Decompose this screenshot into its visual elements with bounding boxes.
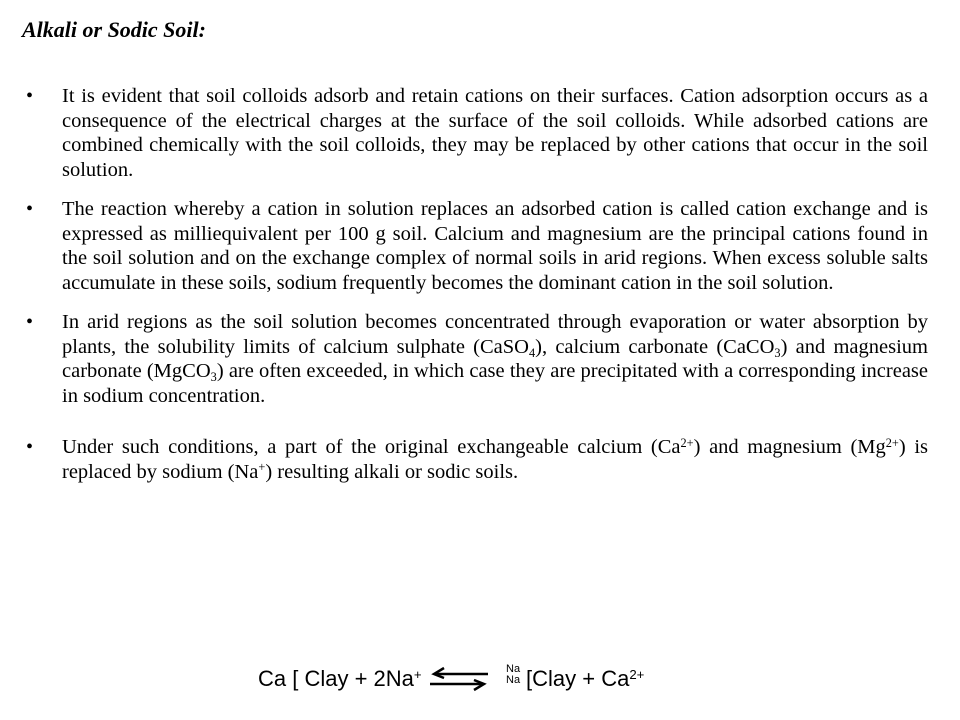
bullet-text: The reaction whereby a cation in solution replaces an adsorbed cation is called cation exchange and is expressed as milliequivalent per 100 g soil. Calcium and magnesium are the principal cations found in the soil solution and on the exchange complex of normal soils in arid regions. When excess soluble salts accumulate in these soils, sodium frequently becomes the dominant cation in the soil solution. <box>62 198 928 294</box>
bullet-text-part: Under such conditions, a part of the original exchangeable calcium (Ca <box>62 436 681 458</box>
superscript: + <box>258 460 266 475</box>
bullet-item-1 <box>22 84 928 182</box>
bullet-dot-icon: • <box>26 85 34 107</box>
bullet-text-part: ) resulting alkali or sodic soils. <box>265 460 519 483</box>
equation-left-side <box>258 666 422 692</box>
subscript: 4 <box>528 345 536 360</box>
slide-title: Alkali or Sodic Soil: <box>22 17 206 42</box>
equation-left-text: Ca [ Clay + 2Na <box>258 666 414 691</box>
bullet-list <box>22 84 928 499</box>
bullet-dot-icon: • <box>26 311 34 333</box>
equation-right-side <box>526 666 644 692</box>
sodium-stack <box>506 664 520 686</box>
bullet-item-4 <box>22 435 928 484</box>
bullet-item-3 <box>22 310 928 408</box>
subscript: 3 <box>774 345 781 360</box>
equation-left-superscript: + <box>413 667 422 683</box>
bullet-text-part: ) is replaced by sodium (Na <box>62 436 928 483</box>
equilibrium-arrows-icon <box>426 666 492 692</box>
superscript: 2+ <box>885 435 899 450</box>
equation-right-superscript: 2+ <box>629 667 645 683</box>
bullet-text-part: ) and magnesium (Mg <box>693 436 886 458</box>
sodium-bottom: Na <box>506 674 521 686</box>
bullet-text: It is evident that soil colloids adsorb and retain cations on their surfaces. Cation adsorption occurs as a consequence of the electrical charges at the surface of the soil colloids. While adsorbed cations are combined chemically with the soil colloids, they may be replaced by other cations that occur in the soil solution. <box>62 85 928 181</box>
superscript: 2+ <box>680 435 694 450</box>
bullet-item-2 <box>22 197 928 295</box>
sodium-top: Na <box>506 663 521 675</box>
subscript: 3 <box>210 370 217 385</box>
bullet-text-part: ) and magnesium carbonate (MgCO <box>62 335 928 382</box>
bullet-text-part: ) are often exceeded, in which case they are precipitated with a corresponding increase in sodium concentration. <box>62 360 929 407</box>
bullet-dot-icon: • <box>26 198 34 220</box>
bullet-text-part: In arid regions as the soil solution becomes concentrated through evaporation or water absorption by plants, the solubility limits of calcium sulphate (CaSO <box>62 311 928 358</box>
bullet-dot-icon: • <box>26 436 34 458</box>
bullet-text-part: ), calcium carbonate (CaCO <box>535 335 775 358</box>
equation-right-text: [Clay + Ca <box>526 666 630 691</box>
exchange-equation <box>258 654 658 704</box>
